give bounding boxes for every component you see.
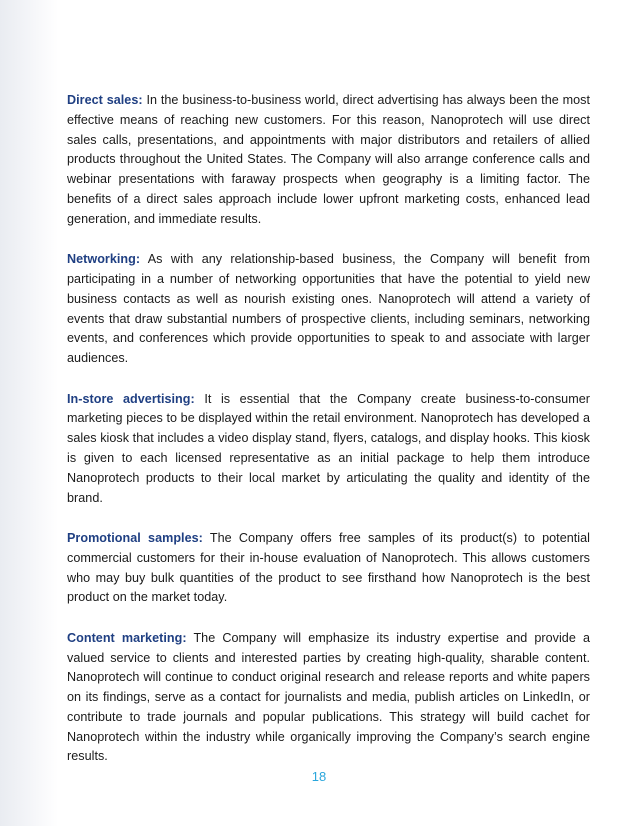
paragraph-content-marketing <box>67 629 590 768</box>
heading-promotional-samples: Promotional samples: <box>67 530 203 545</box>
text-promotional-samples: The Company offers free samples of its product(s) to potential commercial customers for their in-house evaluation of Nanoprotech. This allows customers who may buy bulk quantities of the product to see firsthand how Nanoprotech is the best product on the market today. <box>67 530 590 605</box>
heading-in-store-advertising: In-store advertising: <box>67 391 195 406</box>
page-edge-shadow <box>0 0 58 826</box>
paragraph-in-store-advertising <box>67 390 590 509</box>
page-number: 18 <box>311 769 327 784</box>
paragraph-direct-sales <box>67 91 590 230</box>
heading-networking: Networking: <box>67 252 141 267</box>
text-in-store-advertising: It is essential that the Company create business-to-consumer marketing pieces to be displayed within the retail environment. Nanoprotech has developed a sales kiosk that includes a video display stand, flyers, catalogs, and display hooks. This kiosk is given to each licensed representative as an initial package to help them introduce Nanoprotech products to their local market by articulating the quality and identity of the brand. <box>67 391 590 505</box>
text-direct-sales: In the business-to-business world, direct advertising has always been the most effective means of reaching new customers. For this reason, Nanoprotech will use direct sales calls, presentations, and appointments with major distributors and retailers of allied products throughout the United States. The Company will also arrange conference calls and webinar presentations with faraway prospects when geography is a limiting factor. The benefits of a direct sales approach include lower upfront marketing costs, enhanced lead generation, and immediate results. <box>67 93 591 226</box>
paragraph-promotional-samples <box>67 529 590 608</box>
text-content-marketing: The Company will emphasize its industry expertise and provide a valued service to clients and interested parties by creating high-quality, sharable content. Nanoprotech will continue to conduct original research and release reports and white papers on its findings, serve as a contact for journalists and media, publish articles on LinkedIn, or contribute to trade journals and popular publications. This strategy will build cachet for Nanoprotech within the industry while organically improving the Company’s search engine results. <box>67 630 590 764</box>
heading-direct-sales: Direct sales: <box>67 93 143 107</box>
text-networking: As with any relationship-based business, the Company will benefit from participating in a number of networking opportunities that have the potential to yield new business contacts as well as nourish existing ones. Nanoprotech will attend a variety of events that draw substantial numbers of prospective clients, including seminars, networking events, and conferences which provide opportunities to speak to and associate with larger audiences. <box>67 252 590 366</box>
document-body <box>67 91 590 767</box>
paragraph-networking <box>67 250 590 369</box>
heading-content-marketing: Content marketing: <box>67 630 187 645</box>
